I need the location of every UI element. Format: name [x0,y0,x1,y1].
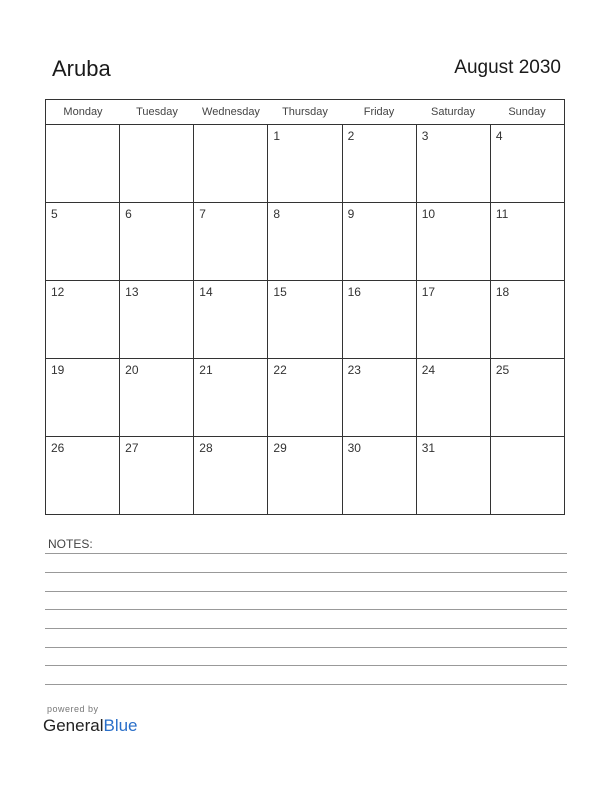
day-cell: 17 [417,281,491,358]
note-line [45,684,567,685]
day-cell: 4 [495,129,503,143]
day-cell: 14 [194,281,268,358]
weekday-header-row [46,100,564,125]
day-cell: 26 [46,437,120,514]
note-line [45,553,567,554]
day-cell: 3 [417,125,491,202]
day-cell: 13 [120,281,194,358]
day-cell [120,125,194,202]
week-row-3 [46,281,564,359]
country-title: Aruba [52,56,111,81]
day-cell: 21 [194,359,268,436]
day-cell: 31 [417,437,491,514]
day-cell: 25 [495,363,510,377]
note-line [45,647,567,648]
weekday-wednesday: Wednesday [202,106,260,118]
day-cell: 7 [194,203,268,280]
brand-general: General [43,716,104,735]
note-line [45,609,567,610]
weekday-saturday: Saturday [430,106,476,118]
day-cell: 18 [495,285,510,299]
brand-blue: Blue [103,716,138,735]
day-cell: 1 [268,125,342,202]
day-cell: 19 [46,359,120,436]
weekday-sunday: Sunday [508,106,546,118]
weekday-monday: Monday [63,106,103,118]
day-cell: 20 [120,359,194,436]
day-cell: 22 [268,359,342,436]
day-cell: 28 [194,437,268,514]
day-cell: 16 [343,281,417,358]
weekday-thursday: Thursday [282,106,328,118]
day-cell: 2 [343,125,417,202]
powered-by-text: powered by [47,704,99,714]
week-row-1 [46,125,564,203]
day-cell: 12 [46,281,120,358]
day-cell: 30 [343,437,417,514]
notes-label: NOTES: [48,537,93,551]
day-cell: 24 [417,359,491,436]
day-cell [46,125,120,202]
day-cell: 5 [46,203,120,280]
calendar-grid [45,99,565,515]
day-cell [491,437,564,514]
weekday-tuesday: Tuesday [136,106,178,118]
day-cell: 9 [343,203,417,280]
day-cell: 29 [268,437,342,514]
day-cell [194,125,268,202]
day-cell: 6 [120,203,194,280]
weekday-friday: Friday [363,106,395,118]
day-cell: 27 [120,437,194,514]
day-cell: 8 [268,203,342,280]
note-line [45,572,567,573]
week-row-2 [46,203,564,281]
day-cell: 23 [343,359,417,436]
week-row-5 [46,437,564,514]
week-row-4 [46,359,564,437]
day-cell: 10 [417,203,491,280]
brand-logo [43,716,138,736]
note-line [45,665,567,666]
note-line [45,628,567,629]
day-cell: 11 [495,207,509,221]
month-title: August 2030 [454,57,561,78]
note-line [45,591,567,592]
day-cell: 15 [268,281,342,358]
